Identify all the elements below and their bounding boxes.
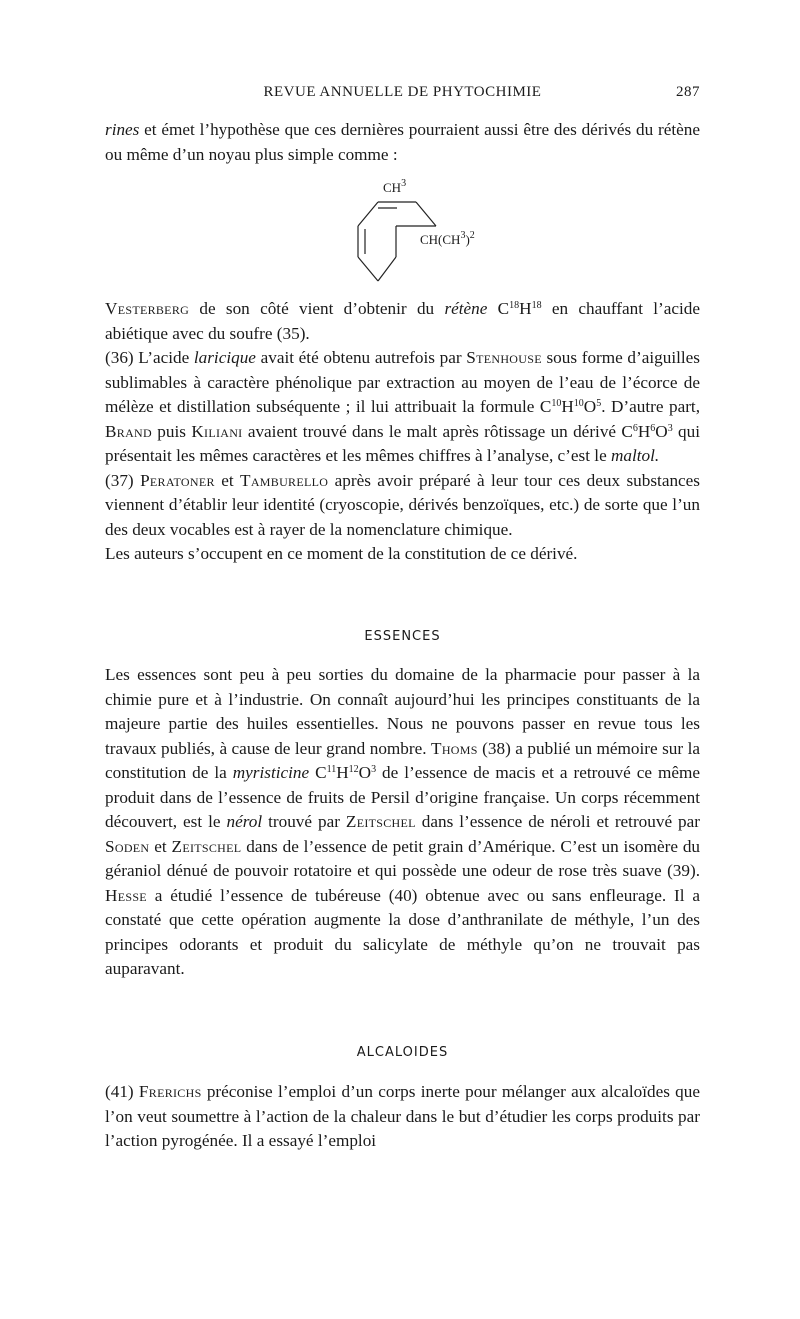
paragraph-essences: Les essences sont peu à peu sorties du domaine de la pharmacie pour passer à la chimie pure et à l’industrie. On connaît aujourd’hui les principes constituants de la majeure partie des huiles essentielles. Nous ne pouvons passer en revue tous les travaux publiés, à cause de leur grand nombre. Thoms (38) a publié un mémoire sur la constitution de la myristicine $C^{11}H^{12}O^3$ de l’essence de macis et a retrouvé ce même produit dans de l’essence de fruits de Persil d’origine française. Un corps récemment découvert, est le nérol trouvé par Zeitschel dans l’essence de néroli et retrouvé par Soden et Zeitschel dans de l’essence de petit grain d’Amérique. C’est un isomère du géraniol dénué de pouvoir rotatoire et qui possède une odeur de rose très suave (39). Hesse a étudié l’essence de tubéreuse (40) obtenue avec ou sans enfleurage. Il a constaté que cette opération augmente la dose d’anthranilate de méthyle, l’un des principes odorants et produit du salicylate de méthyle qu’on ne trouvait pas auparavant.	[105, 665, 701, 978]
essences-text	[105, 663, 700, 982]
intro-text: et émet l’hypothèse que ces dernières pourraient aussi être des dérivés du rétène ou même d’un noyau plus simple comme :	[105, 120, 700, 164]
running-head-title: REVUE ANNUELLE DE PHYTOCHIMIE	[263, 84, 542, 100]
paragraph-vesterberg: Vesterberg de son côté vient d’obtenir du rétène $C^{18}H^{18}$ en chauffant l’acide abiétique avec du soufre (35).	[105, 299, 701, 343]
page-number: 287	[676, 84, 700, 100]
running-head	[105, 84, 700, 110]
main-text	[105, 297, 700, 567]
paragraph-36: (36) L’acide laricique avait été obtenu autrefois par Stenhouse sous forme d’aiguilles sublimables à caractère phénolique par extraction au moyen de l’eau de l’écorce de mélèze et distillation subséquente ; il lui attribuait la formule $C^{10}H^{10}O^5$. D’autre part, Brand puis Kiliani avaient trouvé dans le malt après rôtissage un dérivé $C^6H^6O^3$ qui présentait les mêmes caractères et les mêmes chiffres à l’analyse, c’est le maltol.	[105, 348, 700, 465]
section-heading-alcaloides: ALCALOIDES	[356, 1045, 449, 1060]
paragraph-37: (37) Peratoner et Tamburello après avoir préparé à leur tour ces deux substances viennent d’établir leur identité (cryoscopie, dérivés benzoïques, etc.) de sorte que l’un des deux vocables est à rayer de la nomenclature chimique.	[105, 470, 700, 539]
formula-side-group: $CH(CH^3)^2$	[420, 230, 475, 247]
chemical-formula-figure	[340, 180, 540, 290]
section-heading-essences: ESSENCES	[364, 629, 441, 644]
formula-top-group: $CH^3$	[383, 178, 407, 195]
alcaloides-text	[105, 1080, 700, 1154]
intro-italic-word: rines	[105, 120, 140, 139]
paragraph-auteurs: Les auteurs s’occupent en ce moment de la constitution de ce dérivé.	[105, 544, 578, 563]
intro-paragraph	[105, 118, 700, 167]
paragraph-41: (41) Frerichs préconise l’emploi d’un corps inerte pour mélanger aux alcaloïdes que l’on veut soumettre à l’action de la chaleur dans le but d’étudier les corps produits par l’action pyrogénée. Il a essayé l’emploi	[105, 1082, 700, 1150]
